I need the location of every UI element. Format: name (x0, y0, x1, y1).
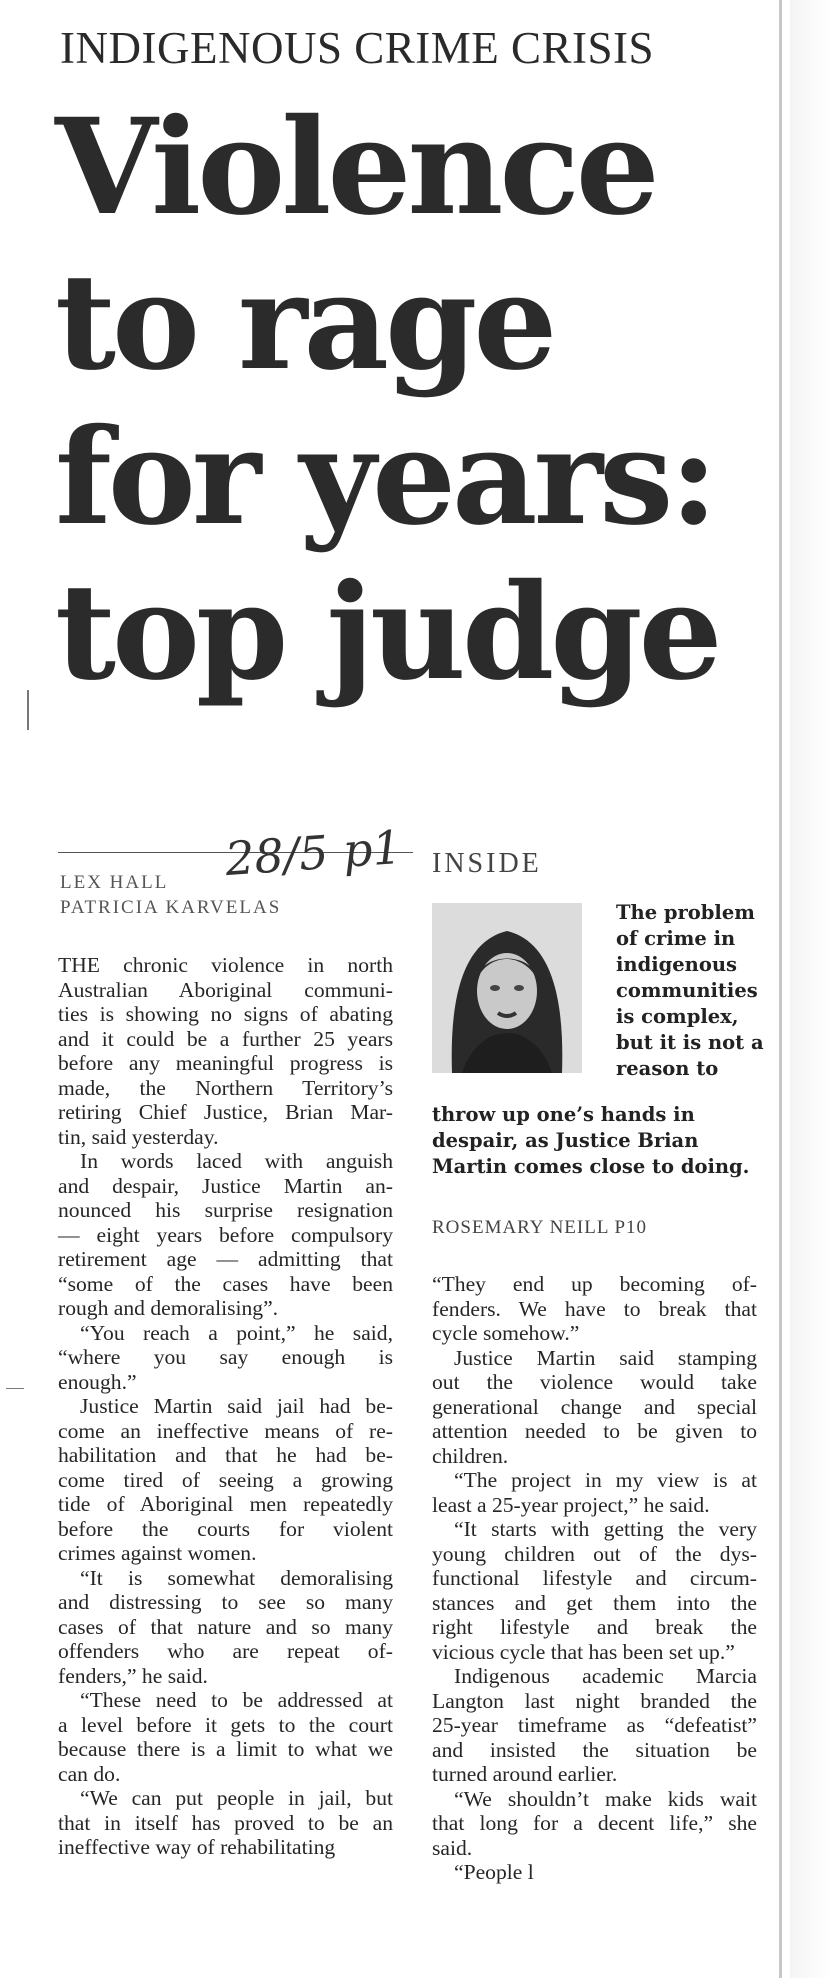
article-line: rough and demoralising”. (58, 1296, 279, 1320)
article-line: “It starts with getting the very (454, 1517, 757, 1541)
article-line: made, the Northern Territory’s (58, 1075, 393, 1100)
article-line: In words laced with anguish (80, 1149, 393, 1173)
article-line: fenders,” he said. (58, 1663, 208, 1688)
kicker: INDIGENOUS CRIME CRISIS (60, 23, 655, 73)
article-line: because there is a limit to what we (58, 1737, 393, 1761)
article-line: least a 25-year project,” he said. (432, 1492, 710, 1517)
article-line: — eight years before compulsory (58, 1222, 393, 1247)
teaser-line: but it is not a (616, 1031, 764, 1054)
handwritten-date-note: 28/5 p1 (223, 819, 404, 887)
article-line: 25-year timeframe as “defeatist” (432, 1713, 757, 1737)
article-column-right (432, 1272, 757, 1885)
article-line: generational change and special (432, 1394, 757, 1419)
article-line: out the violence would take (432, 1370, 757, 1394)
headline-line-2: to rage (55, 245, 554, 400)
article-line: Justice Martin said stamping (454, 1345, 757, 1370)
article-line: Indigenous academic Marcia (454, 1664, 757, 1688)
article-line: THE chronic violence in north (58, 953, 393, 977)
article-line: said. (432, 1835, 473, 1860)
article-line: vicious cycle that has been set up.” (432, 1639, 735, 1664)
article-line: Justice Martin said jail had be- (80, 1394, 393, 1418)
article-line: young children out of the dys- (432, 1541, 757, 1566)
teaser-line: communities (616, 979, 758, 1002)
inside-teaser-side (616, 900, 776, 1082)
inside-teaser-continued (432, 1102, 777, 1180)
article-line: “The project in my view is at (454, 1468, 757, 1492)
article-line: nounced his surprise resignation (58, 1198, 393, 1222)
page-margin (790, 0, 830, 1978)
article-line: before any meaningful progress is (58, 1051, 393, 1075)
article-line: “People l (454, 1860, 534, 1884)
article-line: crimes against women. (58, 1541, 257, 1565)
teaser-line: indigenous (616, 953, 738, 976)
article-line: “It is somewhat demoralising (80, 1565, 393, 1590)
byline-author-1: LEX HALL (60, 872, 169, 893)
article-line: “some of the cases have been (58, 1271, 393, 1296)
article-line: ineffective way of rehabilitating (58, 1835, 336, 1859)
article-line: come tired of seeing a growing (58, 1467, 393, 1492)
article-line: that in itself has proved to be an (58, 1810, 393, 1835)
article-line: retirement age — admitting that (58, 1247, 393, 1271)
article-line: enough.” (58, 1369, 137, 1394)
article-line: “You reach a point,” he said, (80, 1320, 393, 1345)
article-line: “They end up becoming of- (432, 1272, 757, 1296)
article-line: Langton last night branded the (432, 1688, 757, 1713)
scan-mark (27, 690, 29, 730)
article-column-left (58, 953, 393, 1860)
article-line: come an ineffective means of re- (58, 1418, 393, 1443)
byline (60, 870, 281, 920)
inside-teaser-byline: ROSEMARY NEILL P10 (432, 1217, 648, 1238)
article-line: cases of that nature and so many (58, 1614, 393, 1639)
byline-author-2: PATRICIA KARVELAS (60, 897, 282, 918)
article-line: that long for a decent life,” she (432, 1811, 757, 1835)
article-line: and it could be a further 25 years (58, 1026, 393, 1051)
portrait-image (432, 903, 582, 1073)
article-line: a level before it gets to the court (58, 1712, 393, 1737)
article-line: “We shouldn’t make kids wait (454, 1786, 757, 1811)
headline-line-1: Violence (55, 90, 656, 245)
headline (55, 90, 785, 710)
scan-mark (6, 1388, 24, 1389)
article-line: attention needed to be given to (432, 1419, 757, 1443)
article-line: offenders who are repeat of- (58, 1639, 393, 1663)
article-line: fenders. We have to break that (432, 1296, 757, 1321)
article-line: tin, said yesterday. (58, 1124, 219, 1149)
article-line: stances and get them into the (432, 1590, 757, 1615)
teaser-line: of crime in (616, 927, 736, 950)
article-line: cycle somehow.” (432, 1321, 580, 1345)
article-line: before the courts for violent (58, 1516, 393, 1541)
article-line: habilitation and that he had be- (58, 1443, 393, 1467)
article-line: ties is showing no signs of abating (58, 1002, 393, 1026)
columnist-photo (432, 903, 582, 1073)
article-line: functional lifestyle and circum- (432, 1566, 757, 1590)
article-line: “We can put people in jail, but (80, 1786, 393, 1810)
headline-line-4: top judge (55, 555, 719, 710)
teaser-line: despair, as Justice Brian (432, 1129, 699, 1152)
article-line: “where you say enough is (58, 1345, 393, 1369)
article-line: turned around earlier. (432, 1762, 618, 1786)
teaser-line: The problem (616, 901, 755, 924)
teaser-line: Martin comes close to doing. (432, 1155, 750, 1178)
article-line: children. (432, 1443, 509, 1468)
article-line: “These need to be addressed at (80, 1688, 393, 1712)
article-line: Australian Aboriginal communi- (58, 977, 393, 1002)
teaser-line: is complex, (616, 1005, 739, 1028)
article-line: and despair, Justice Martin an- (58, 1173, 393, 1198)
article-line: tide of Aboriginal men repeatedly (58, 1492, 393, 1516)
article-line: can do. (58, 1761, 121, 1786)
teaser-line: throw up one’s hands in (432, 1103, 695, 1126)
teaser-line: reason to (616, 1057, 719, 1080)
article-line: and distressing to see so many (58, 1590, 393, 1614)
headline-line-3: for years: (55, 400, 715, 555)
inside-label: INSIDE (432, 848, 542, 879)
article-line: retiring Chief Justice, Brian Mar- (58, 1100, 393, 1124)
article-line: and insisted the situation be (432, 1737, 757, 1762)
article-line: right lifestyle and break the (432, 1615, 757, 1639)
